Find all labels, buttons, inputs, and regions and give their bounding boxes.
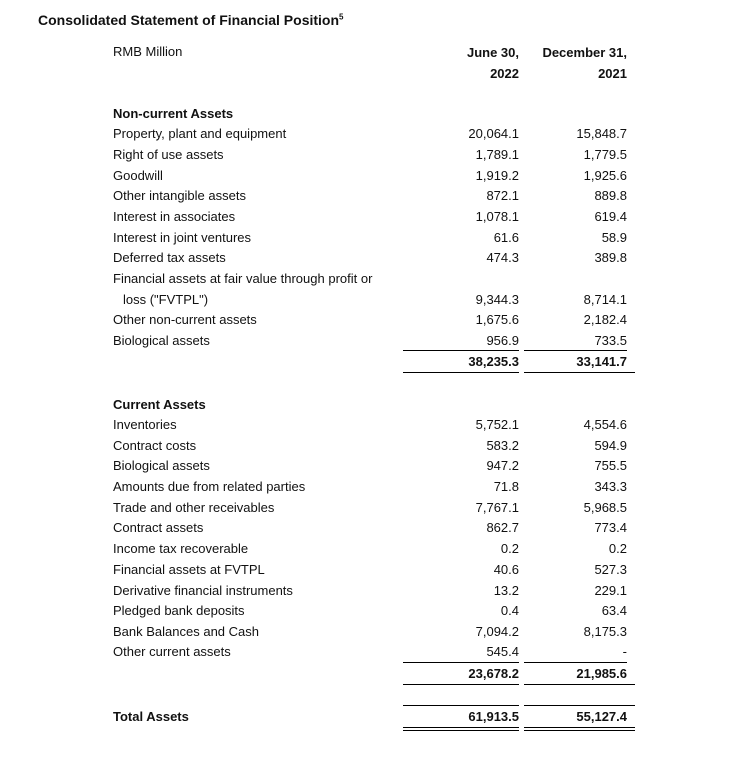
value-2021: 1,925.6 [583, 168, 627, 183]
value-2021: 594.9 [594, 438, 627, 453]
value-2022: 0.2 [500, 541, 519, 556]
footnote-marker: 5 [339, 12, 344, 22]
value-2022: 7,094.2 [475, 624, 519, 639]
value-2022: 872.1 [486, 188, 519, 203]
value-2022: 40.6 [493, 562, 519, 577]
value-2021: - [622, 644, 627, 659]
value-2021: 229.1 [594, 583, 627, 598]
value-2021: 619.4 [594, 209, 627, 224]
row-label: Biological assets [113, 333, 210, 348]
subtotal-2022: 23,678.2 [468, 666, 519, 681]
table-row [0, 497, 745, 518]
total-double-rule [524, 727, 635, 728]
row-label: Contract assets [113, 520, 204, 535]
table-row [0, 435, 745, 456]
row-label: Contract costs [113, 438, 197, 453]
table-row [0, 414, 745, 435]
value-2022: 61.6 [493, 230, 519, 245]
row-label: Pledged bank deposits [113, 603, 245, 618]
table-row [0, 227, 745, 248]
value-2021: 389.8 [594, 250, 627, 265]
row-label: Other intangible assets [113, 188, 246, 203]
table-row [0, 455, 745, 476]
subtotal-rule [403, 372, 519, 373]
value-2021: 343.3 [594, 479, 627, 494]
value-2022: 0.4 [500, 603, 519, 618]
row-label: Other non-current assets [113, 312, 257, 327]
table-row [0, 559, 745, 580]
value-2021: 8,714.1 [583, 292, 627, 307]
table-row [0, 144, 745, 165]
column-header-dec-2021 [520, 42, 627, 84]
row-label: Inventories [113, 417, 177, 432]
table-row [0, 517, 745, 538]
row-label: Deferred tax assets [113, 250, 226, 265]
value-2022: 1,675.6 [475, 312, 519, 327]
value-2022: 583.2 [486, 438, 519, 453]
value-2022: 13.2 [493, 583, 519, 598]
row-label: Interest in associates [113, 209, 236, 224]
row-label: Income tax recoverable [113, 541, 249, 556]
row-label: Derivative financial instruments [113, 583, 293, 598]
value-2021: 8,175.3 [583, 624, 627, 639]
subtotal-2022: 38,235.3 [468, 354, 519, 369]
value-2022: 7,767.1 [475, 500, 519, 515]
table-row [0, 247, 745, 268]
row-label: Financial assets at fair value through profit or [113, 271, 373, 286]
total-assets-label: Total Assets [113, 709, 189, 724]
value-2021: 889.8 [594, 188, 627, 203]
row-label: Right of use assets [113, 147, 224, 162]
subtotal-rule [403, 684, 519, 685]
section-heading-label: Current Assets [113, 397, 206, 412]
row-label: Trade and other receivables [113, 500, 275, 515]
value-2022: 1,078.1 [475, 209, 519, 224]
column-header-june-2022 [430, 42, 519, 84]
value-2021: 4,554.6 [583, 417, 627, 432]
table-row [0, 165, 745, 186]
row-label: Other current assets [113, 644, 231, 659]
table-row [0, 330, 745, 351]
row-label: Goodwill [113, 168, 163, 183]
value-2022: 9,344.3 [475, 292, 519, 307]
total-2021: 55,127.4 [576, 709, 627, 724]
value-2022: 862.7 [486, 520, 519, 535]
row-label: Amounts due from related parties [113, 479, 306, 494]
table-row [0, 268, 745, 289]
value-2022: 5,752.1 [475, 417, 519, 432]
column-header-line: December 31, [542, 45, 627, 60]
section-heading-non-current [0, 103, 745, 124]
section-heading-label: Non-current Assets [113, 106, 234, 121]
value-2021: 5,968.5 [583, 500, 627, 515]
total-double-rule [524, 730, 635, 731]
table-row [0, 641, 745, 662]
row-label: Interest in joint ventures [113, 230, 252, 245]
column-header-line: 2021 [598, 66, 627, 81]
table-row [0, 600, 745, 621]
value-2022: 545.4 [486, 644, 519, 659]
total-assets-row [0, 706, 745, 727]
row-label: Financial assets at FVTPL [113, 562, 265, 577]
row-label: Bank Balances and Cash [113, 624, 259, 639]
value-2021: 527.3 [594, 562, 627, 577]
value-2021: 773.4 [594, 520, 627, 535]
total-double-rule [403, 730, 519, 731]
value-2021: 58.9 [601, 230, 627, 245]
section-heading-current [0, 394, 745, 415]
table-row [0, 289, 745, 310]
subtotal-2021: 33,141.7 [576, 354, 627, 369]
value-2022: 20,064.1 [468, 126, 519, 141]
value-2021: 755.5 [594, 458, 627, 473]
row-label: Biological assets [113, 458, 210, 473]
table-row [0, 123, 745, 144]
table-row [0, 621, 745, 642]
table-row [0, 185, 745, 206]
value-2021: 2,182.4 [583, 312, 627, 327]
total-2022: 61,913.5 [468, 709, 519, 724]
value-2021: 733.5 [594, 333, 627, 348]
table-row [0, 476, 745, 497]
value-2022: 956.9 [486, 333, 519, 348]
subtotal-rule [524, 372, 635, 373]
row-label: loss ("FVTPL") [123, 292, 209, 307]
value-2022: 1,789.1 [475, 147, 519, 162]
value-2021: 15,848.7 [576, 126, 627, 141]
subtotal-row-current [0, 663, 745, 684]
table-row [0, 206, 745, 227]
statement-title [38, 12, 343, 28]
subtotal-rule [524, 684, 635, 685]
value-2022: 947.2 [486, 458, 519, 473]
total-double-rule [403, 727, 519, 728]
value-2022: 474.3 [486, 250, 519, 265]
subtotal-2021: 21,985.6 [576, 666, 627, 681]
value-2021: 1,779.5 [583, 147, 627, 162]
table-row [0, 538, 745, 559]
value-2022: 1,919.2 [475, 168, 519, 183]
value-2021: 0.2 [608, 541, 627, 556]
unit-label: RMB Million [113, 44, 183, 59]
column-header-line: June 30, [466, 45, 519, 60]
table-row [0, 580, 745, 601]
value-2022: 71.8 [493, 479, 519, 494]
row-label: Property, plant and equipment [113, 126, 287, 141]
value-2021: 63.4 [601, 603, 627, 618]
table-row [0, 309, 745, 330]
subtotal-row-non-current [0, 351, 745, 372]
column-header-line: 2022 [490, 66, 519, 81]
statement-title-text: Consolidated Statement of Financial Position [38, 12, 340, 28]
